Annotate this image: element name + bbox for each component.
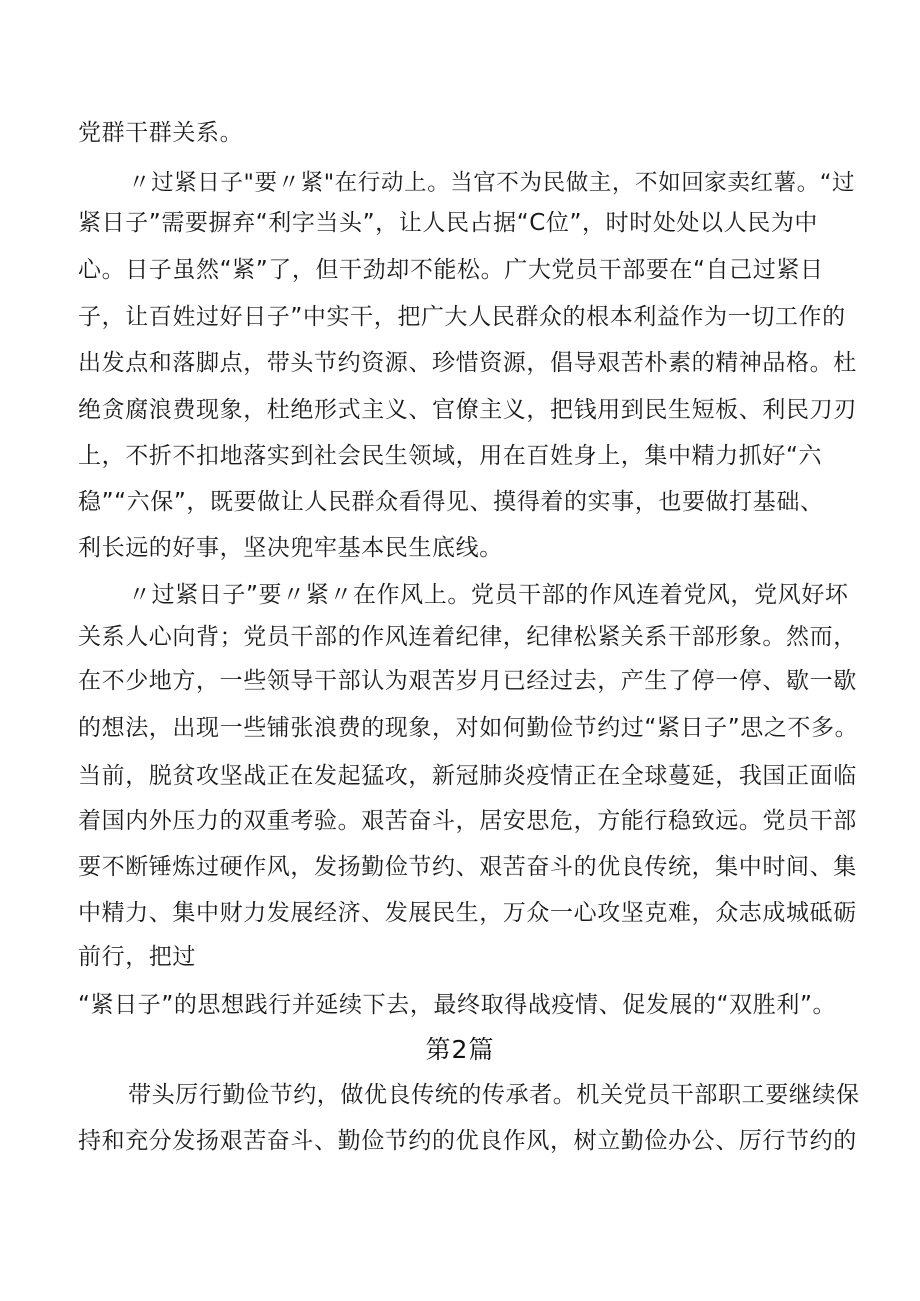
paragraph-line: 带头厉行勤俭节约，做优良传统的传承者。机关党员干部职工要继续保: [128, 1082, 860, 1108]
paragraph-line: 当前，脱贫攻坚战正在发起猛攻，新冠肺炎疫情正在全球蔓延，我国正面临: [78, 763, 857, 789]
paragraph-line: 出发点和落脚点，带头节约资源、珍惜资源，倡导艰苦朴素的精神品格。杜: [78, 350, 857, 376]
paragraph-line: 要不断锤炼过硬作风，发扬勤俭节约、艰苦奋斗的优良传统，集中时间、集: [78, 854, 857, 880]
paragraph-line: 〃过紧日子”要〃紧〃在作风上。党员干部的作风连着党风，党风好坏: [128, 582, 849, 608]
paragraph-line: 〃过紧日子"要〃紧"在行动上。当官不为民做主，不如回家卖红薯。“过: [128, 170, 856, 196]
paragraph-line: 心。日子虽然“紧”了，但干劲却不能松。广大党员干部要在“自己过紧日: [78, 257, 824, 283]
paragraph-line: 紧日子”需要摒弃“利字当头”，让人民占据“C位”，时时处处以人民为中: [78, 210, 819, 236]
paragraph-line: 党群干群关系。: [78, 120, 244, 146]
paragraph-line: 着国内外压力的双重考验。艰苦奋斗，居安思危，方能行稳致远。党员干部: [78, 808, 857, 834]
paragraph-line: 前行，把过: [78, 944, 196, 970]
paragraph-line: 持和充分发扬艰苦奋斗、勤俭节约的优良作风，树立勤俭办公、厉行节约的: [78, 1128, 857, 1154]
paragraph-line: 上，不折不扣地落实到社会民生领域，用在百姓身上，集中精力抓好“六: [78, 443, 823, 469]
paragraph-line: 在不少地方，一些领导干部认为艰苦岁月已经过去，产生了停一停、歇一歇: [78, 668, 857, 694]
paragraph-line: 中精力、集中财力发展经济、发展民生，万众一心攻坚克难，众志成城砥砺: [78, 900, 857, 926]
paragraph-line: 绝贪腐浪费现象，杜绝形式主义、官僚主义，把钱用到民生短板、利民刀刃: [78, 397, 857, 423]
paragraph-line: 稳”“六保”，既要做让人民群众看得见、摸得着的实事，也要做打基础、: [78, 489, 824, 515]
paragraph-line: “紧日子”的思想践行并延续下去，最终取得战疫情、促发展的“双胜利”。: [78, 992, 837, 1018]
paragraph-line: 子，让百姓过好日子”中实干，把广大人民群众的根本利益作为一切工作的: [78, 304, 846, 330]
paragraph-line: 利长远的好事，坚决兜牢基本民生底线。: [78, 535, 503, 561]
paragraph-line: 的想法，出现一些铺张浪费的现象，对如何勤俭节约过“紧日子”思之不多。: [78, 715, 859, 741]
section-heading: 第2篇: [425, 1035, 495, 1064]
paragraph-line: 关系人心向背；党员干部的作风连着纪律，纪律松紧关系干部形象。然而，: [78, 624, 857, 650]
